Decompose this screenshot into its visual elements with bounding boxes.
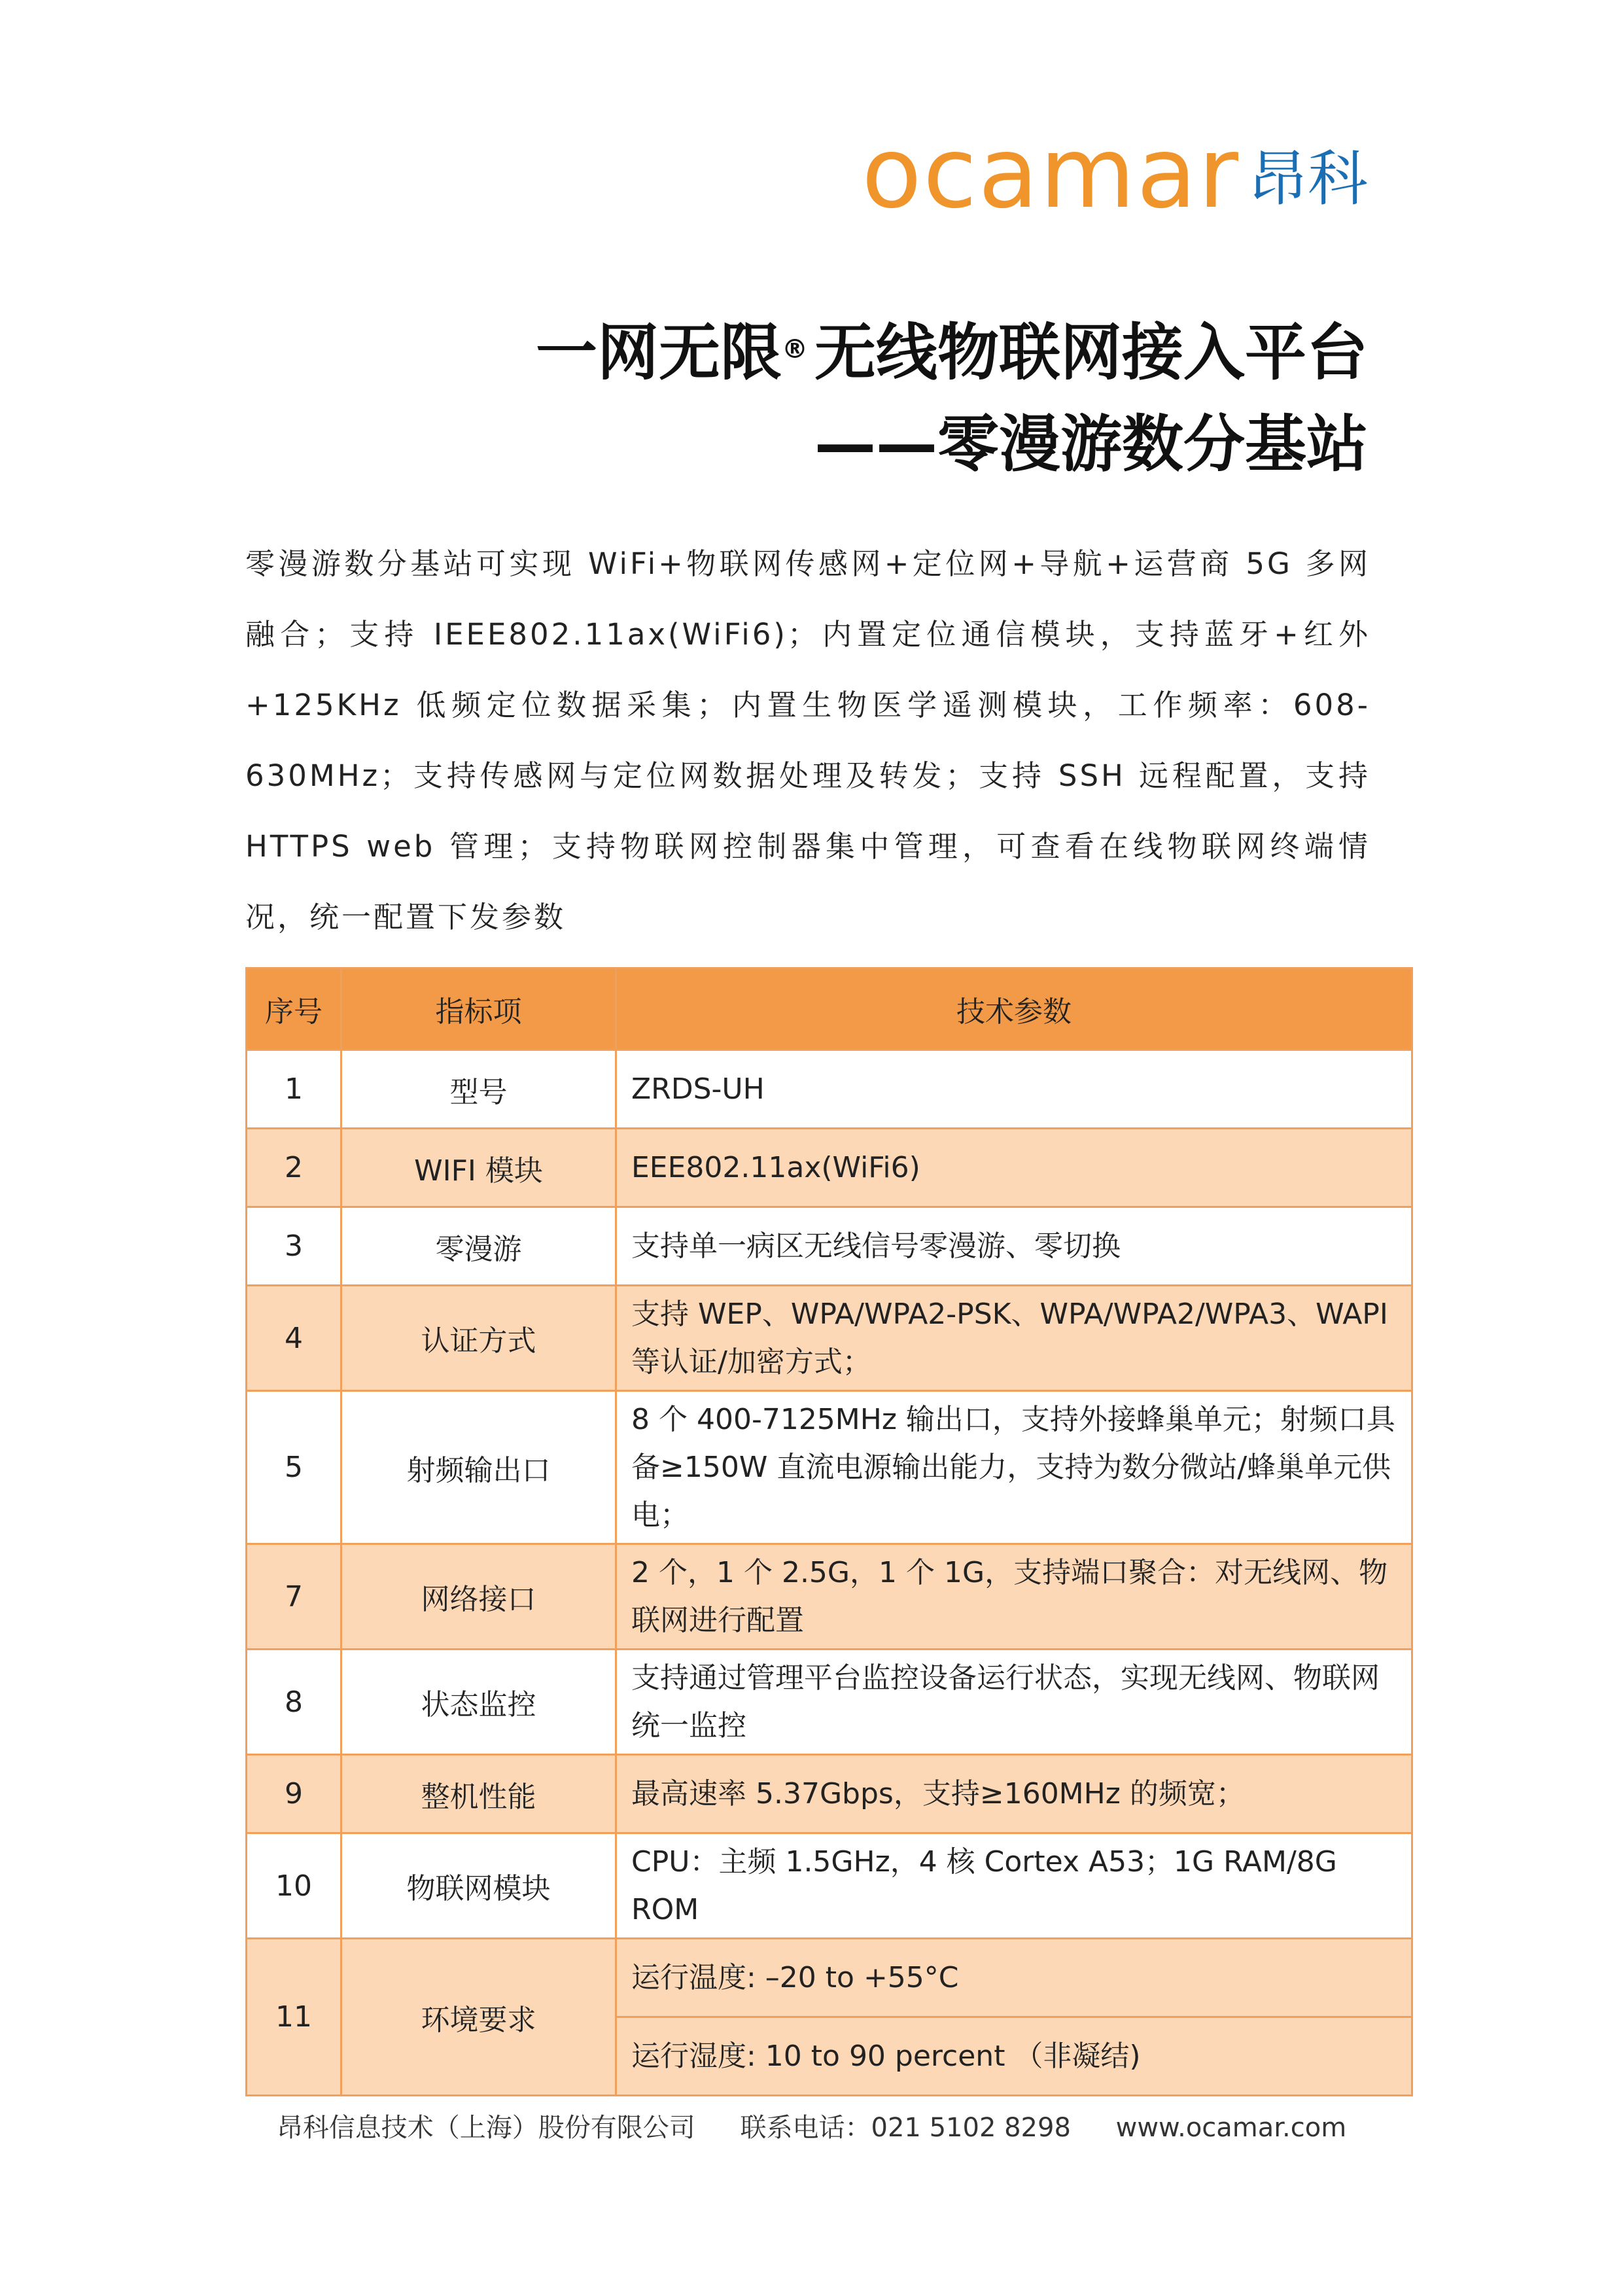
row-item: 环境要求 — [341, 1939, 616, 2096]
row-item: 状态监控 — [341, 1650, 616, 1755]
title-brand: 一网无限 — [535, 317, 782, 389]
row-no: 10 — [247, 1833, 341, 1939]
row-no: 2 — [247, 1129, 341, 1207]
row-no: 7 — [247, 1544, 341, 1650]
table-row — [247, 1650, 1412, 1755]
footer-website[interactable]: www.ocamar.com — [1115, 2113, 1347, 2143]
row-no: 3 — [247, 1207, 341, 1286]
spec-table — [245, 967, 1413, 2096]
row-item: 认证方式 — [341, 1286, 616, 1391]
row-item: 物联网模块 — [341, 1833, 616, 1939]
row-item: 整机性能 — [341, 1755, 616, 1833]
header-param: 技术参数 — [616, 968, 1412, 1050]
registered-mark: ® — [781, 334, 808, 364]
table-row — [247, 1129, 1412, 1207]
intro-paragraph: 零漫游数分基站可实现 WiFi+物联网传感网+定位网+导航+运营商 5G 多网融合；支持 IEEE802.11ax(WiFi6)；内置定位通信模块，支持蓝牙+红外+125KHz 低频定位数据采集；内置生物医学遥测模块，工作频率：608-630MHz；支持传感网与定位网数据处理及转发；支持 SSH 远程配置，支持 HTTPS web 管理；支持物联网控制器集中管理，可查看在线物联网终端情况，统一配置下发参数 — [245, 546, 1370, 934]
table-row — [247, 1050, 1412, 1129]
header-no: 序号 — [247, 968, 341, 1050]
logo-chinese: 昂科 — [1247, 144, 1368, 214]
logo-wordmark: ocamar — [862, 116, 1240, 230]
table-row — [247, 1939, 1412, 2017]
table-header-row — [247, 968, 1412, 1050]
table-row — [247, 1286, 1412, 1391]
table-row — [247, 1833, 1412, 1939]
row-param: 8 个 400-7125MHz 输出口，支持外接蜂巢单元；射频口具备≥150W 直流电源输出能力，支持为数分微站/蜂巢单元供电； — [616, 1391, 1412, 1544]
footer — [0, 2107, 1623, 2144]
row-item: WIFI 模块 — [341, 1129, 616, 1207]
row-no: 5 — [247, 1391, 341, 1544]
row-no: 8 — [247, 1650, 341, 1755]
company-logo — [862, 116, 1368, 230]
row-param: 2 个，1 个 2.5G，1 个 1G，支持端口聚合：对无线网、物联网进行配置 — [616, 1544, 1412, 1650]
row-param: 支持 WEP、WPA/WPA2-PSK、WPA/WPA2/WPA3、WAPI 等认证/加密方式； — [616, 1286, 1412, 1391]
title-line-1 — [536, 308, 1368, 399]
footer-phone: 联系电话：021 5102 8298 — [740, 2113, 1071, 2143]
row-item: 零漫游 — [341, 1207, 616, 1286]
row-no: 11 — [247, 1939, 341, 2096]
row-no: 9 — [247, 1755, 341, 1833]
row-param: 支持通过管理平台监控设备运行状态，实现无线网、物联网统一监控 — [616, 1650, 1412, 1755]
row-item: 射频输出口 — [341, 1391, 616, 1544]
page-title — [536, 308, 1368, 491]
footer-company: 昂科信息技术（上海）股份有限公司 — [276, 2113, 695, 2143]
table-row — [247, 1207, 1412, 1286]
header-item: 指标项 — [341, 968, 616, 1050]
table-row — [247, 1755, 1412, 1833]
row-param: 运行温度: –20 to +55°C — [616, 1939, 1412, 2017]
row-item: 型号 — [341, 1050, 616, 1129]
row-param: 最高速率 5.37Gbps，支持≥160MHz 的频宽； — [616, 1755, 1412, 1833]
row-no: 4 — [247, 1286, 341, 1391]
row-param: ZRDS-UH — [616, 1050, 1412, 1129]
row-no: 1 — [247, 1050, 341, 1129]
row-param: CPU：主频 1.5GHz，4 核 Cortex A53；1G RAM/8G ROM — [616, 1833, 1412, 1939]
row-param: 支持单一病区无线信号零漫游、零切换 — [616, 1207, 1412, 1286]
title-platform: 无线物联网接入平台 — [814, 317, 1368, 389]
table-row — [247, 1544, 1412, 1650]
table-row — [247, 1391, 1412, 1544]
title-line-2: ——零漫游数分基站 — [814, 409, 1368, 480]
row-item: 网络接口 — [341, 1544, 616, 1650]
row-param: EEE802.11ax(WiFi6) — [616, 1129, 1412, 1207]
row-param-2: 运行湿度: 10 to 90 percent （非凝结) — [616, 2017, 1412, 2096]
